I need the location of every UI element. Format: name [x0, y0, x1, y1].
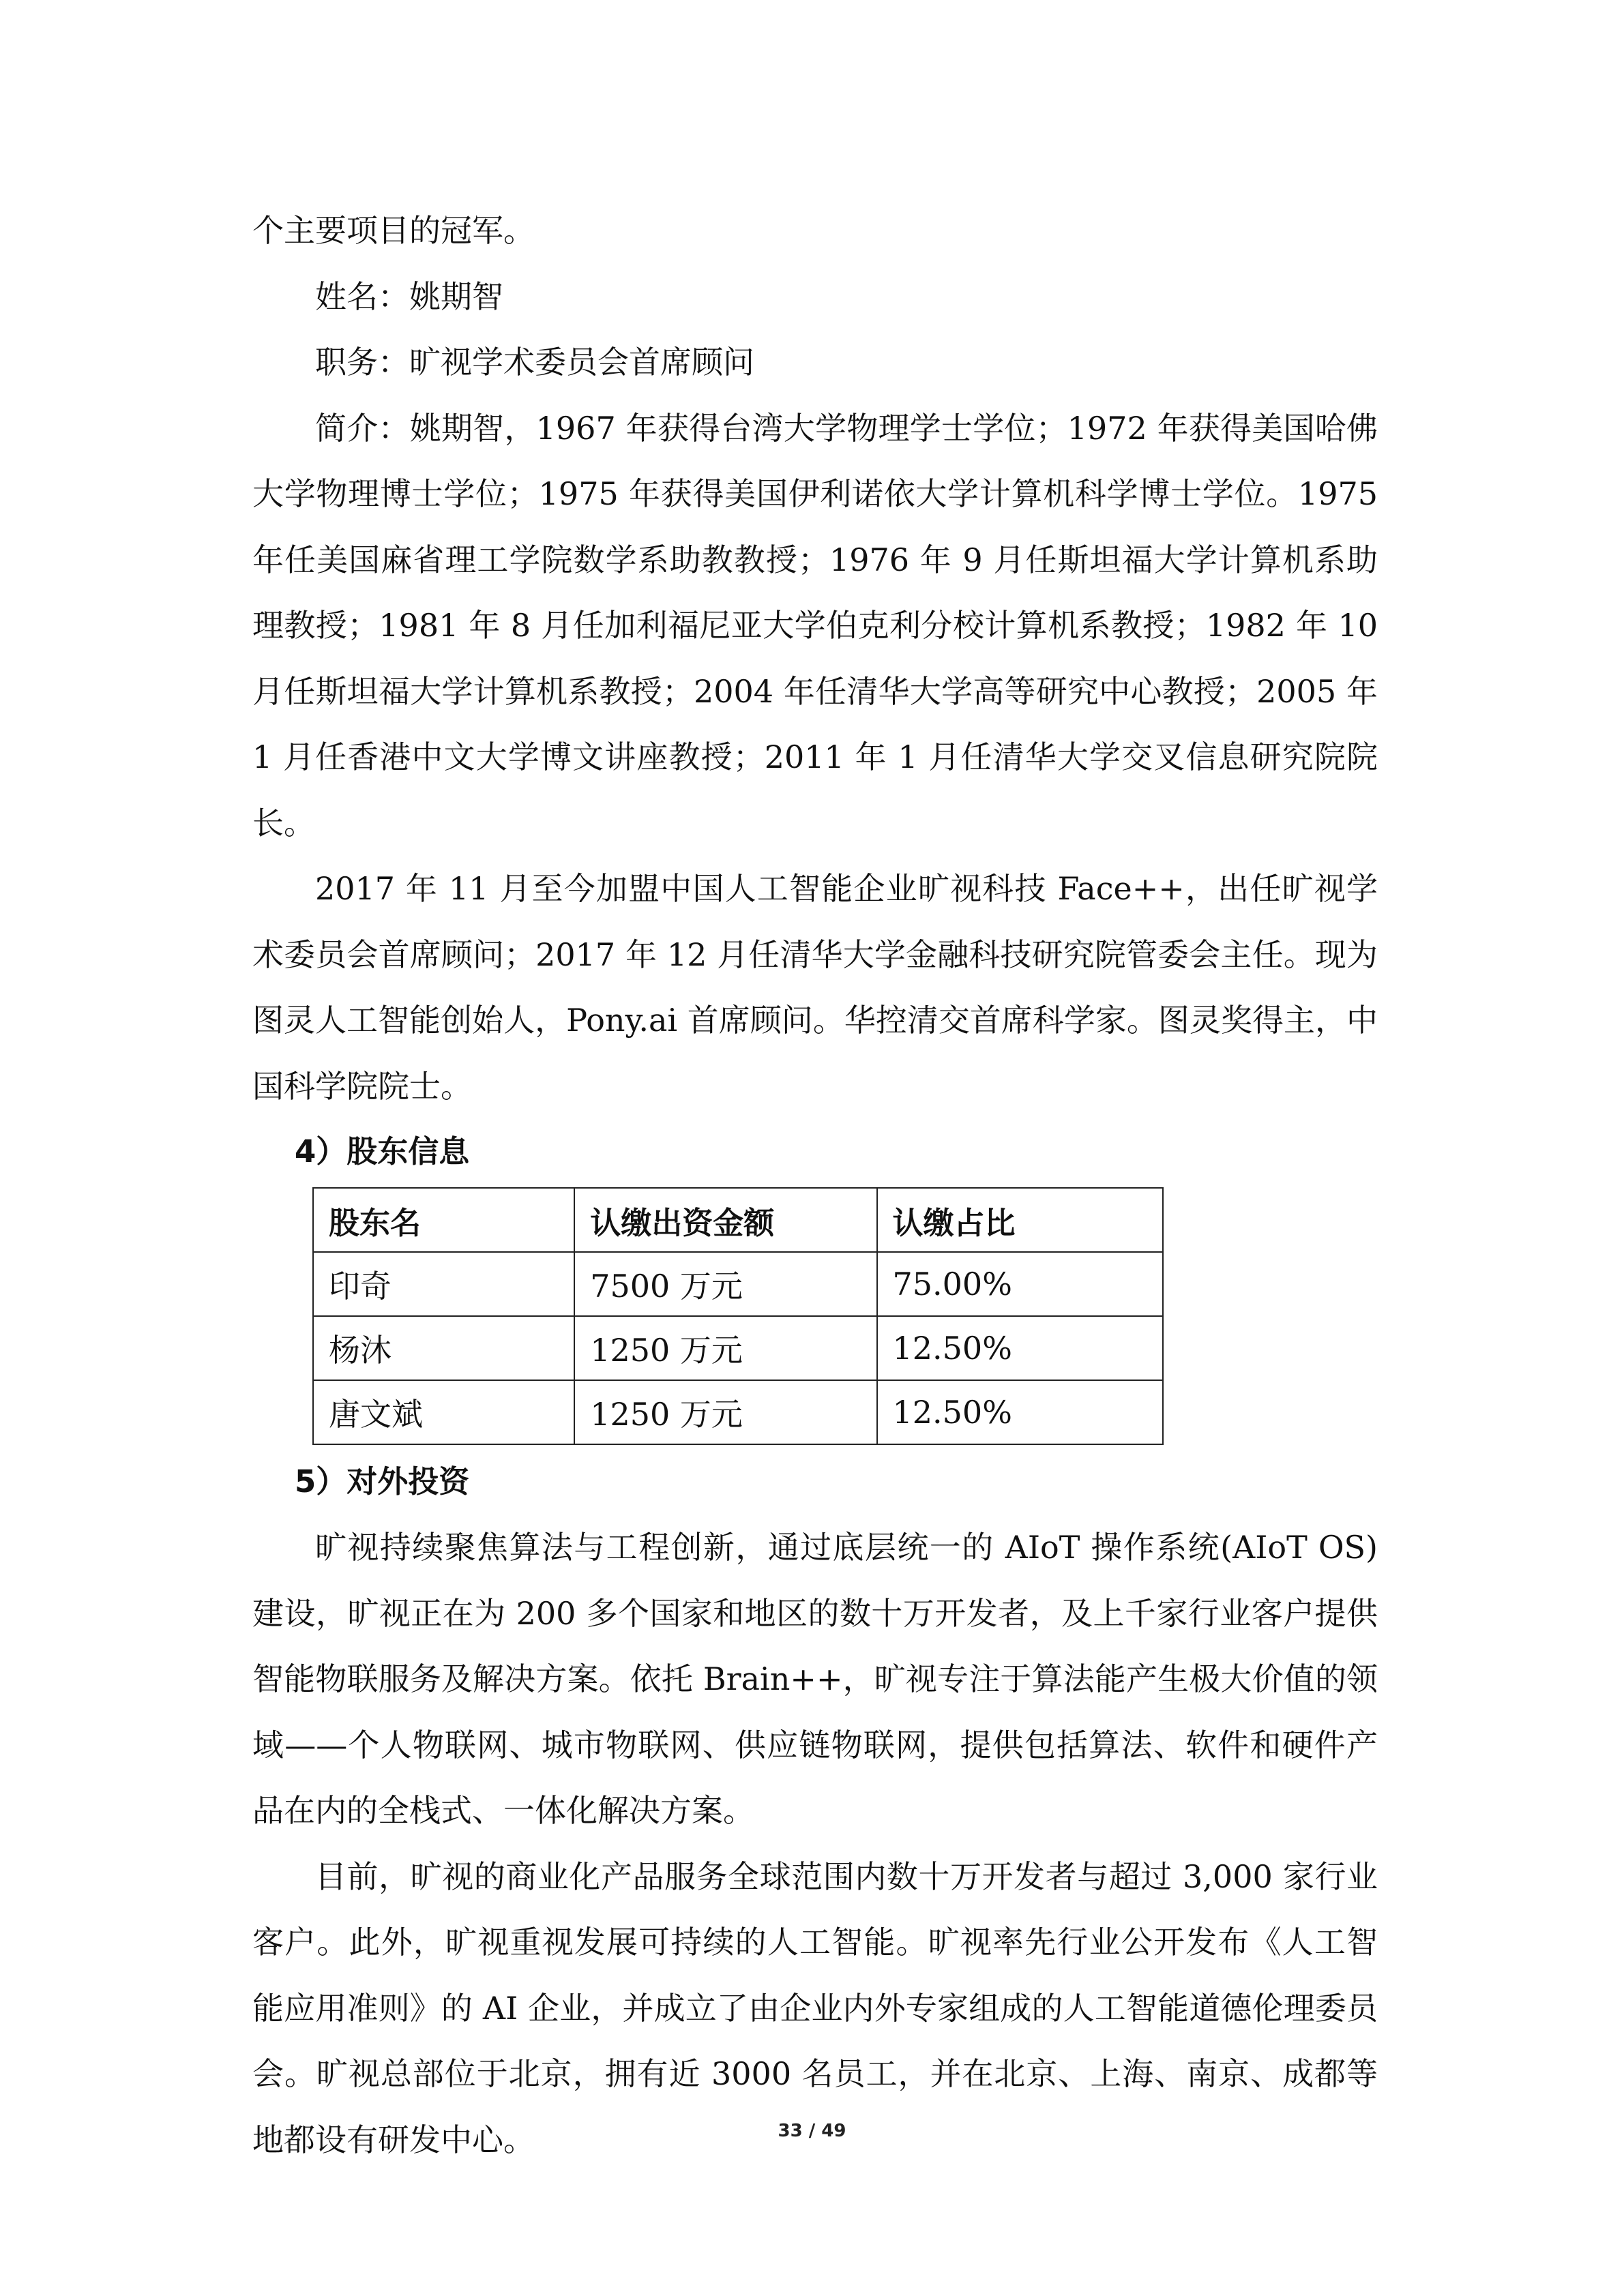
career-paragraph: 2017 年 11 月至今加盟中国人工智能企业旷视科技 Face++，出任旷视学术委员会首席顾问；2017 年 12 月任清华大学金融科技研究院管委会主任。现为图灵人工智能创始人，Pony.ai 首席顾问。华控清交首席科学家。图灵奖得主，中国科学院院士。	[252, 870, 1378, 1105]
page-content	[252, 198, 1378, 2173]
biography-paragraph: 简介：姚期智，1967 年获得台湾大学物理学士学位；1972 年获得美国哈佛大学物理博士学位；1975 年获得美国伊利诺依大学计算机科学博士学位。1975 年任美国麻省理工学院数学系助教教授；1976 年 9 月任斯坦福大学计算机系助理教授；1981 年 8 月任加利福尼亚大学伯克利分校计算机系教授；1982 年 10 月任斯坦福大学计算机系教授；2004 年任清华大学高等研究中心教授；2005 年 1 月任香港中文大学博文讲座教授；2011 年 1 月任清华大学交叉信息研究院院长。	[252, 409, 1378, 841]
section-heading-shareholders: 4）股东信息	[295, 1133, 470, 1169]
cell-subscribed-amount: 7500 万元	[574, 1252, 876, 1316]
table-row	[313, 1316, 1163, 1380]
header-shareholder-name: 股东名	[313, 1188, 574, 1252]
header-subscribed-amount: 认缴出资金额	[574, 1188, 876, 1252]
cell-shareholder-name: 杨沐	[313, 1316, 574, 1380]
table-row	[313, 1252, 1163, 1316]
cell-shareholder-name: 唐文斌	[313, 1380, 574, 1444]
cell-subscribed-ratio: 12.50%	[877, 1380, 1164, 1444]
section-heading-external-investment: 5）对外投资	[295, 1463, 470, 1500]
name-field: 姓名：姚期智	[315, 278, 503, 315]
cell-subscribed-ratio: 12.50%	[877, 1316, 1164, 1380]
page-number: 33 / 49	[778, 2121, 846, 2141]
table-header-row	[313, 1188, 1163, 1252]
cell-subscribed-amount: 1250 万元	[574, 1316, 876, 1380]
shareholder-table	[312, 1187, 1164, 1445]
investment-paragraph: 旷视持续聚焦算法与工程创新，通过底层统一的 AIoT 操作系统(AIoT OS)建设，旷视正在为 200 多个国家和地区的数十万开发者，及上千家行业客户提供智能物联服务及解决方案。依托 Brain++，旷视专注于算法能产生极大价值的领域——个人物联网、城市物联网、供应链物联网，提供包括算法、软件和硬件产品在内的全栈式、一体化解决方案。	[252, 1529, 1378, 1829]
paragraph-continuation: 个主要项目的冠军。	[252, 212, 535, 249]
cell-subscribed-amount: 1250 万元	[574, 1380, 876, 1444]
cell-subscribed-ratio: 75.00%	[877, 1252, 1164, 1316]
header-subscribed-ratio: 认缴占比	[877, 1188, 1164, 1252]
cell-shareholder-name: 印奇	[313, 1252, 574, 1316]
table-row	[313, 1380, 1163, 1444]
business-paragraph: 目前，旷视的商业化产品服务全球范围内数十万开发者与超过 3,000 家行业客户。此外，旷视重视发展可持续的人工智能。旷视率先行业公开发布《人工智能应用准则》的 AI 企业，并成立了由企业内外专家组成的人工智能道德伦理委员会。旷视总部位于北京，拥有近 3000 名员工，并在北京、上海、南京、成都等地都设有研发中心。	[252, 1858, 1378, 2158]
position-field: 职务：旷视学术委员会首席顾问	[315, 344, 754, 381]
